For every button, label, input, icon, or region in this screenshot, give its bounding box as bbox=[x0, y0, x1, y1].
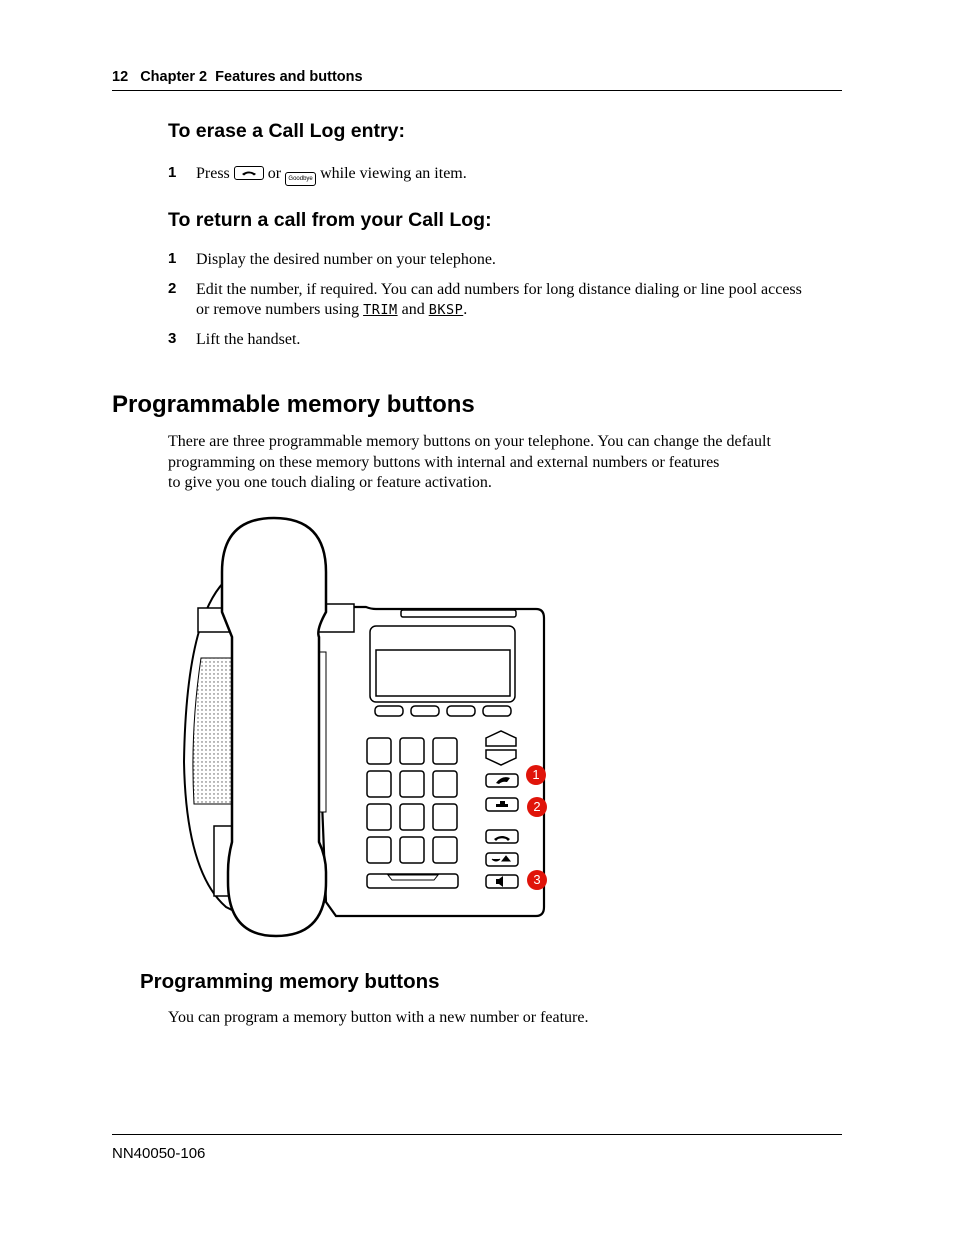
return-step2-line2-text: or remove numbers using bbox=[196, 301, 360, 318]
programming-text: You can program a memory button with a new number or feature. bbox=[168, 1009, 589, 1026]
or-word: or bbox=[267, 165, 282, 182]
running-header: 12 Chapter 2 Features and buttons bbox=[112, 69, 363, 85]
return-step2-line1: Edit the number, if required. You can add numbers for long distance dialing or line pool access bbox=[196, 281, 802, 298]
bksp-softkey: BKSP bbox=[428, 302, 464, 318]
trim-softkey: TRIM bbox=[363, 302, 398, 318]
handset bbox=[222, 518, 326, 936]
speaker-grille bbox=[193, 658, 232, 804]
header-rule bbox=[112, 90, 842, 91]
softkey-1 bbox=[375, 706, 403, 716]
erase-step-number: 1 bbox=[168, 164, 177, 181]
memory-paragraph bbox=[168, 432, 771, 494]
softkey-4 bbox=[483, 706, 511, 716]
memory-para-line2: programming on these memory buttons with internal and external numbers or features bbox=[168, 453, 720, 471]
return-heading: To return a call from your Call Log: bbox=[168, 209, 492, 231]
callout-2: 2 bbox=[527, 797, 547, 817]
display-screen bbox=[376, 650, 510, 696]
return-step3-number: 3 bbox=[168, 330, 177, 347]
memory-heading: Programmable memory buttons bbox=[112, 391, 475, 418]
return-step3-text: Lift the handset. bbox=[196, 331, 301, 348]
return-step2-number: 2 bbox=[168, 280, 177, 297]
callout-1: 1 bbox=[526, 765, 546, 785]
telephone-figure bbox=[176, 512, 556, 942]
and-word: and bbox=[401, 301, 425, 318]
goodbye-key-icon: Goodbye bbox=[285, 172, 316, 186]
erase-heading: To erase a Call Log entry: bbox=[168, 120, 405, 142]
softkey-3 bbox=[447, 706, 475, 716]
release-key-icon bbox=[234, 166, 264, 180]
transfer-button bbox=[486, 853, 518, 866]
return-step2-line2 bbox=[196, 300, 846, 320]
return-step1-number: 1 bbox=[168, 250, 177, 267]
document-number: NN40050-106 bbox=[112, 1145, 206, 1162]
memory-para-line1: There are three programmable memory buttons on your telephone. You can change the default bbox=[168, 433, 771, 450]
return-step1-text: Display the desired number on your telephone. bbox=[196, 251, 496, 268]
erase-step-rest: while viewing an item. bbox=[320, 165, 467, 182]
programming-heading: Programming memory buttons bbox=[140, 970, 440, 993]
memory-para-line3: to give you one touch dialing or feature activation. bbox=[168, 474, 492, 491]
callout-3: 3 bbox=[527, 870, 547, 890]
softkey-2 bbox=[411, 706, 439, 716]
press-word: Press bbox=[196, 165, 230, 182]
period: . bbox=[463, 301, 468, 318]
telephone-illustration bbox=[176, 512, 556, 942]
return-step2-text bbox=[196, 280, 846, 320]
erase-step-text bbox=[196, 164, 467, 186]
footer-rule bbox=[112, 1134, 842, 1135]
